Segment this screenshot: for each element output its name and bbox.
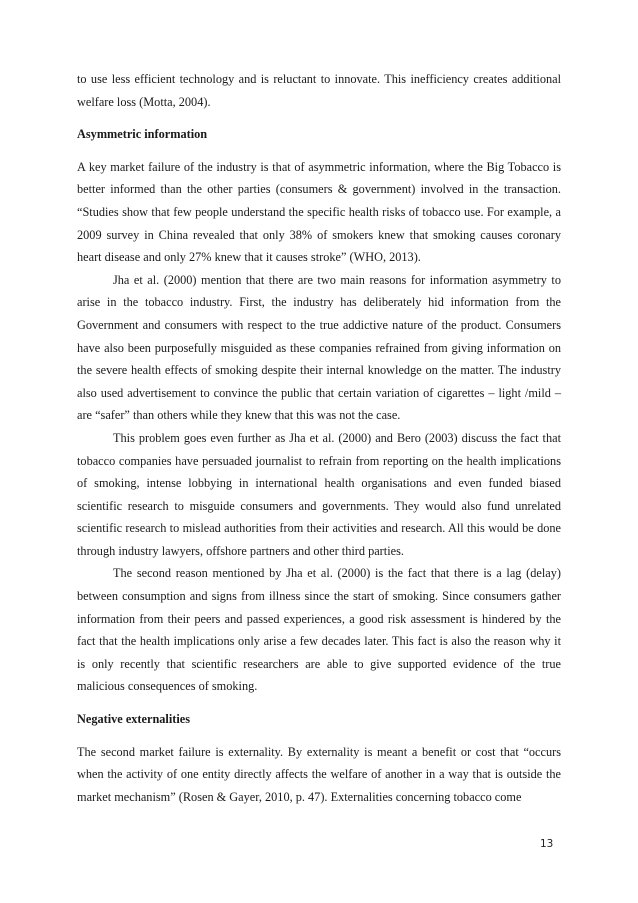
- section-heading-asymmetric-information: Asymmetric information: [77, 127, 208, 142]
- document-page: [77, 68, 561, 808]
- section-heading-negative-externalities: Negative externalities: [77, 712, 191, 727]
- page-number: 13: [540, 838, 554, 850]
- paragraph: The second reason mentioned by Jha et al. (2000) is the fact that there is a lag (delay) between consumption and signs from illness since the start of smoking. Since consumers gather information from their peers and passed experiences, a good risk assessment is hindered by the fact that the health implications only arise a few decades later. This fact is also the reason why it is only recently that scientific researchers are able to give supported evidence of the true malicious consequences of smoking.: [77, 566, 561, 694]
- paragraph-continuation: to use less efficient technology and is reluctant to innovate. This inefficiency creates additional welfare loss (Motta, 2004).: [77, 72, 561, 109]
- paragraph: A key market failure of the industry is that of asymmetric information, where the Big Tobacco is better informed than the other parties (consumers & government) involved in the transaction. “Studies show that few people understand the specific health risks of tobacco use. For example, a 2009 survey in China revealed that only 38% of smokers knew that smoking causes coronary heart disease and only 27% knew that it causes stroke” (WHO, 2013).: [77, 159, 561, 265]
- paragraph: This problem goes even further as Jha et al. (2000) and Bero (2003) discuss the fact that tobacco companies have persuaded journalist to refrain from reporting on the health implications of smoking, intense lobbying in international health organisations and even funded biased scientific research to misguide consumers and governments. They would also fund unrelated scientific research to mislead authorities from their activities and research. All this would be done through industry lawyers, offshore partners and other third parties.: [77, 430, 561, 558]
- paragraph: Jha et al. (2000) mention that there are two main reasons for information asymmetry to arise in the tobacco industry. First, the industry has deliberately hid information from the Government and consumers with respect to the true addictive nature of the product. Consumers have also been purposefully misguided as these companies refrained from giving information on the severe health effects of smoking despite their internal knowledge on the matter. The industry also used advertisement to convince the public that certain variation of cigarettes – light /mild – are “safer” than others while they knew that this was not the case.: [77, 272, 561, 423]
- paragraph: The second market failure is externality. By externality is meant a benefit or cost that “occurs when the activity of one entity directly affects the welfare of another in a way that is outside the market mechanism” (Rosen & Gayer, 2010, p. 47). Externalities concerning tobacco come: [77, 744, 561, 804]
